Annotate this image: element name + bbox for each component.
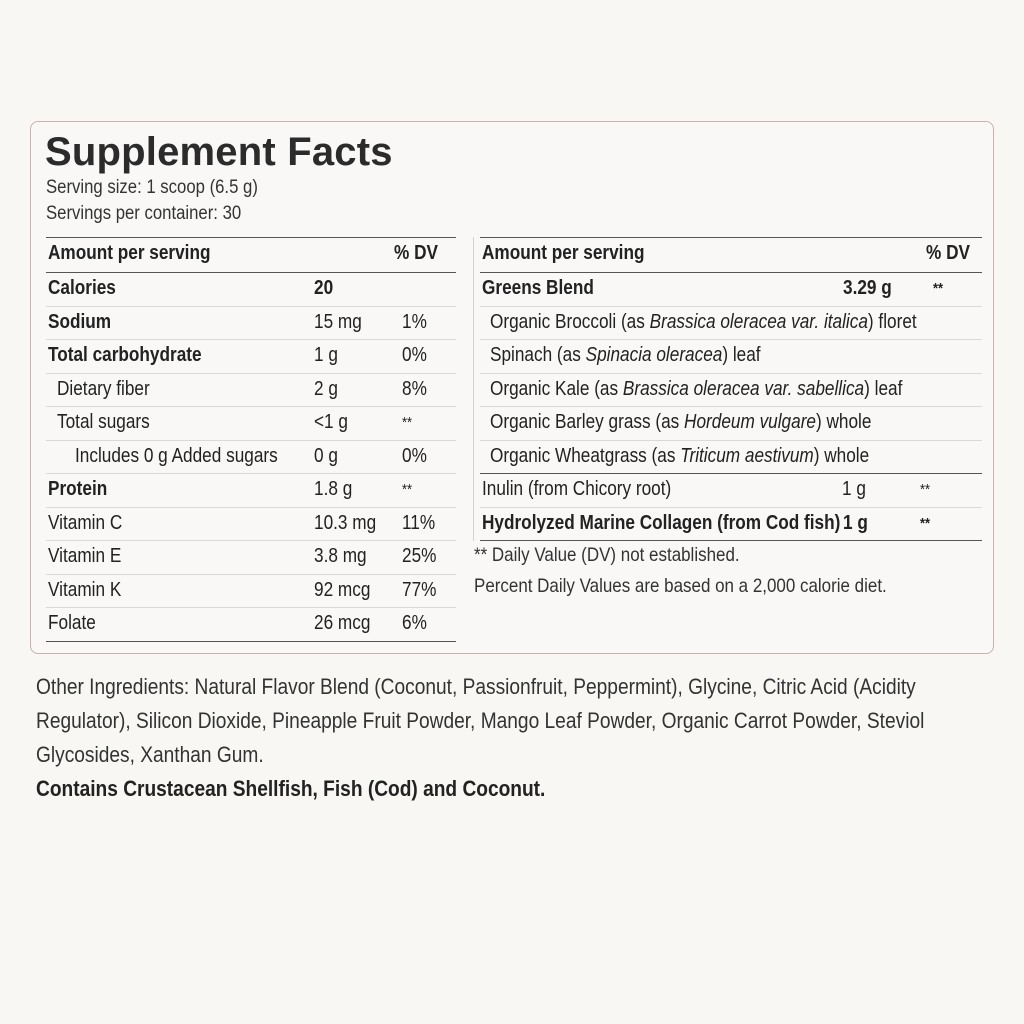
blend-item-row: [480, 340, 982, 374]
header-amount: Amount per serving: [48, 242, 211, 264]
blend-item: [490, 411, 871, 434]
row-amount: 10.3 mg: [314, 511, 377, 534]
blend-item-part: ) whole: [813, 444, 870, 467]
collagen-row: [480, 508, 982, 542]
table-row: [46, 474, 456, 508]
row-dv: 0%: [402, 444, 427, 467]
blend-item-row: [480, 407, 982, 441]
blend-item-text: Organic Broccoli (as: [490, 310, 650, 333]
row-dv: 0%: [402, 344, 427, 366]
blend-item-text: Spinach (as: [490, 344, 586, 366]
table-row: [46, 608, 456, 642]
blend-item-part: ) leaf: [864, 377, 903, 400]
row-amount: 1.8 g: [314, 478, 353, 500]
row-amount: 26 mcg: [314, 612, 371, 634]
row-dv: 6%: [402, 612, 427, 634]
table-row: [46, 407, 456, 441]
nutrient-table: [46, 237, 456, 642]
header-amount: Amount per serving: [482, 242, 645, 264]
blend-item: [490, 378, 902, 401]
header-dv: % DV: [394, 242, 438, 264]
percent-footnote: Percent Daily Values are based on a 2,000 calorie diet.: [474, 575, 887, 597]
row-dv: 11%: [402, 511, 436, 534]
other-ingredients: Other Ingredients: Natural Flavor Blend (Coconut, Passionfruit, Peppermint), Glycine, Citric Acid (Acidity Regulator), Silicon Dioxide, Pineapple Fruit Powder, Mango Leaf Powder, Organic Carrot Powder, Steviol Glycosides, Xanthan Gum.: [36, 674, 925, 767]
row-amount: 3.29 g: [843, 277, 892, 299]
row-name: Calories: [48, 277, 116, 299]
row-amount: <1 g: [314, 411, 348, 433]
row-name: Protein: [48, 478, 108, 500]
table-row: [46, 374, 456, 408]
table-row: [46, 575, 456, 609]
blend-item-text: Organic Wheatgrass (as: [490, 444, 681, 467]
row-dv: 25%: [402, 545, 437, 567]
blend-item-row: [480, 374, 982, 408]
row-name: Total sugars: [57, 411, 150, 433]
blend-item-row: [480, 441, 982, 475]
blend-item-latin: Hordeum vulgare: [684, 411, 816, 433]
servings-per-container: Servings per container: 30: [46, 203, 242, 224]
row-amount: 1 g: [842, 478, 866, 500]
row-name: Dietary fiber: [57, 377, 150, 400]
table-row: [46, 508, 456, 542]
table-row: [46, 273, 456, 307]
table-row: [46, 340, 456, 374]
blend-item-latin: Triticum aestivum: [680, 444, 814, 467]
greens-blend-row: [480, 273, 982, 307]
row-amount: 2 g: [314, 377, 338, 400]
blend-item-latin: Brassica oleracea var. italica: [649, 310, 868, 333]
row-name: Total carbohydrate: [48, 344, 202, 366]
blend-item-part: ) floret: [867, 310, 917, 333]
row-name: Includes 0 g Added sugars: [75, 444, 278, 467]
blend-item: [490, 344, 761, 367]
row-dv: **: [402, 481, 413, 498]
blend-item-part: ) leaf: [722, 344, 761, 366]
blend-item-latin: Brassica oleracea var. sabellica: [622, 377, 865, 400]
serving-size: Serving size: 1 scoop (6.5 g): [46, 177, 258, 198]
row-name: Hydrolyzed Marine Collagen (from Cod fish): [482, 511, 841, 534]
row-name: Greens Blend: [482, 277, 594, 299]
row-amount: 3.8 mg: [314, 545, 367, 567]
blend-item-latin: Spinacia oleracea: [585, 344, 723, 366]
panel-title: Supplement Facts: [45, 130, 393, 174]
blend-item: [490, 311, 917, 334]
row-dv: **: [920, 514, 931, 532]
table-row: [46, 441, 456, 475]
header-dv: % DV: [926, 242, 970, 264]
allergen-statement: Contains Crustacean Shellfish, Fish (Cod) and Coconut.: [36, 776, 546, 801]
row-name: Vitamin E: [48, 545, 122, 567]
blend-item-part: ) whole: [815, 411, 872, 433]
row-name: Inulin (from Chicory root): [482, 478, 672, 500]
row-dv: **: [920, 481, 931, 498]
row-amount: 1 g: [314, 344, 338, 366]
table-header: [46, 237, 456, 273]
row-dv: **: [402, 414, 413, 431]
row-dv: 1%: [402, 310, 427, 333]
row-name: Vitamin C: [48, 511, 123, 534]
row-name: Sodium: [48, 310, 112, 333]
row-amount: 15 mg: [314, 310, 362, 333]
row-amount: 1 g: [843, 511, 868, 534]
row-name: Vitamin K: [48, 578, 122, 601]
inulin-row: [480, 474, 982, 508]
row-amount: 0 g: [314, 444, 338, 467]
dv-footnote: ** Daily Value (DV) not established.: [474, 544, 740, 566]
blend-item: [490, 445, 869, 468]
row-name: Folate: [48, 612, 96, 634]
row-amount: 20: [314, 277, 334, 299]
blend-item-row: [480, 307, 982, 341]
blend-item-text: Organic Barley grass (as: [490, 411, 685, 433]
table-header: [480, 237, 982, 273]
blend-table: [473, 237, 982, 541]
row-dv: 8%: [402, 377, 427, 400]
row-dv: 77%: [402, 578, 437, 601]
table-row: [46, 307, 456, 341]
table-row: [46, 541, 456, 575]
row-amount: 92 mcg: [314, 578, 371, 601]
row-dv: **: [933, 280, 944, 297]
blend-item-text: Organic Kale (as: [490, 377, 623, 400]
